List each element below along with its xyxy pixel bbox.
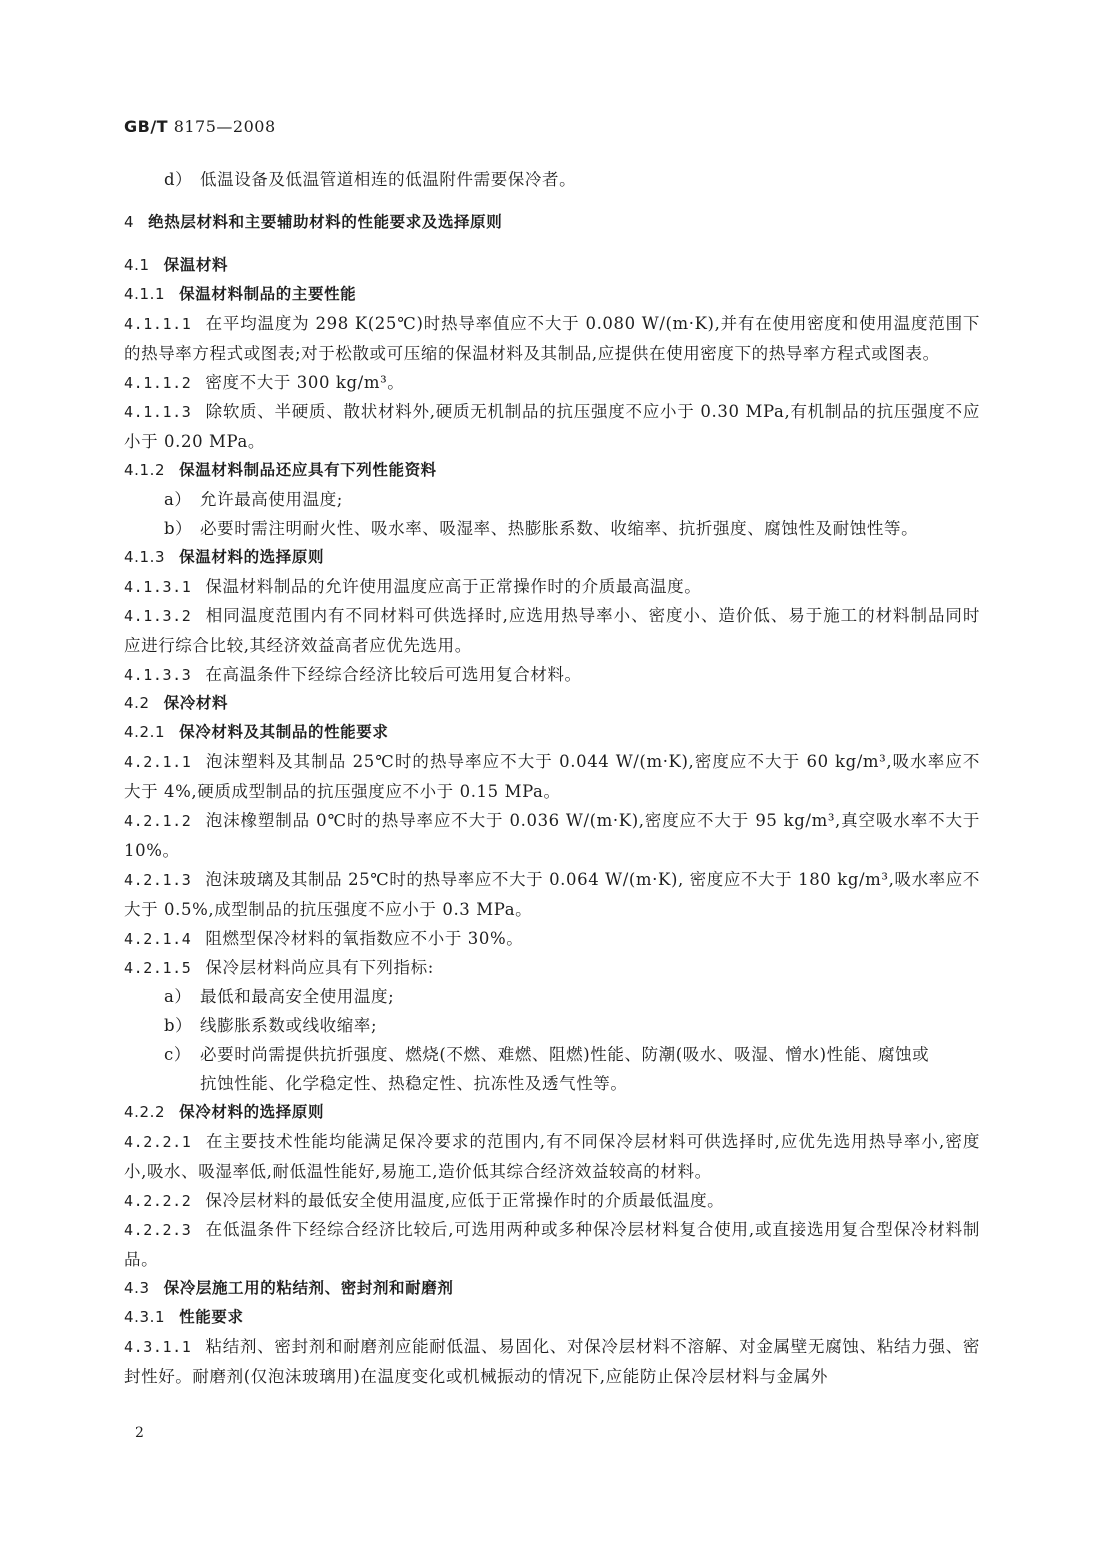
section-heading: 4.1.2 保温材料制品还应具有下列性能资料	[124, 461, 437, 479]
section-heading: 4.1 保温材料	[124, 256, 229, 274]
page-number: 2	[135, 1425, 144, 1441]
clause-paragraph: 4.3.1.1 粘结剂、密封剂和耐磨剂应能耐低温、易固化、对保冷层材料不溶解、对金属壁无腐蚀、粘结力强、密封性好。耐磨剂(仅泡沫玻璃用)在温度变化或机械振动的情况下,应能防止保冷层材料与金属外	[124, 1337, 980, 1386]
clause-paragraph: 4.1.1.3 除软质、半硬质、散状材料外,硬质无机制品的抗压强度不应小于 0.30 MPa,有机制品的抗压强度不应小于 0.20 MPa。	[124, 402, 980, 451]
clause-paragraph: 4.2.1.2 泡沫橡塑制品 0℃时的热导率应不大于 0.036 W/(m·K),密度应不大于 95 kg/m³,真空吸水率不大于 10%。	[124, 811, 980, 860]
list-item: a） 最低和最高安全使用温度;	[164, 987, 395, 1006]
section-heading: 4.1.1 保温材料制品的主要性能	[124, 285, 357, 303]
clause-paragraph: 4.2.1.1 泡沫塑料及其制品 25℃时的热导率应不大于 0.044 W/(m·K),密度应不大于 60 kg/m³,吸水率应不大于 4%,硬质成型制品的抗压强度应不小于 0.15 MPa。	[124, 752, 980, 801]
clause-paragraph: 4.1.3.2 相同温度范围内有不同材料可供选择时,应选用热导率小、密度小、造价低、易于施工的材料制品同时应进行综合比较,其经济效益高者应优先选用。	[124, 606, 980, 655]
clause-paragraph: 4.1.3.3 在高温条件下经综合经济比较后可选用复合材料。	[124, 665, 582, 684]
clause-paragraph: 4.2.2.2 保冷层材料的最低安全使用温度,应低于正常操作时的介质最低温度。	[124, 1191, 725, 1210]
section-heading: 4.1.3 保温材料的选择原则	[124, 548, 325, 566]
clause-paragraph: 4.2.1.4 阻燃型保冷材料的氧指数应不小于 30%。	[124, 929, 524, 948]
standard-code: 8175—2008	[173, 117, 276, 136]
page-header	[124, 117, 276, 136]
section-heading: 4.2.1 保冷材料及其制品的性能要求	[124, 723, 389, 741]
document-body	[124, 165, 980, 1391]
clause-paragraph: 4.1.1.2 密度不大于 300 kg/m³。	[124, 373, 405, 392]
clause-paragraph: 4.2.1.5 保冷层材料尚应具有下列指标:	[124, 958, 434, 977]
clause-paragraph: 4.1.3.1 保温材料制品的允许使用温度应高于正常操作时的介质最高温度。	[124, 577, 702, 596]
clause-paragraph: 4.2.2.3 在低温条件下经综合经济比较后,可选用两种或多种保冷层材料复合使用,或直接选用复合型保冷材料制品。	[124, 1220, 980, 1269]
standard-prefix: GB/T	[124, 117, 169, 136]
section-heading: 4.2.2 保冷材料的选择原则	[124, 1103, 325, 1121]
section-heading: 4.2 保冷材料	[124, 694, 229, 712]
list-item: b） 必要时需注明耐火性、吸水率、吸湿率、热膨胀系数、收缩率、抗折强度、腐蚀性及耐蚀性等。	[164, 519, 919, 538]
clause-paragraph: 4.1.1.1 在平均温度为 298 K(25℃)时热导率值应不大于 0.080 W/(m·K),并有在使用密度和使用温度范围下的热导率方程式或图表;对于松散或可压缩的保温材料及其制品,应提供在使用密度下的热导率方程式或图表。	[124, 314, 980, 363]
clause-paragraph: 4.2.1.3 泡沫玻璃及其制品 25℃时的热导率应不大于 0.064 W/(m·K), 密度应不大于 180 kg/m³,吸水率应不大于 0.5%,成型制品的抗压强度不应小于 0.3 MPa。	[124, 870, 980, 919]
clause-paragraph: 4.2.2.1 在主要技术性能均能满足保冷要求的范围内,有不同保冷层材料可供选择时,应优先选用热导率小,密度小,吸水、吸湿率低,耐低温性能好,易施工,造价低其综合经济效益较高的材料。	[124, 1132, 980, 1181]
list-item: c） 必要时尚需提供抗折强度、燃烧(不燃、难燃、阻燃)性能、防潮(吸水、吸湿、憎水)性能、腐蚀或	[164, 1045, 930, 1064]
list-item: a） 允许最高使用温度;	[164, 490, 343, 509]
list-item: d） 低温设备及低温管道相连的低温附件需要保冷者。	[164, 170, 577, 189]
section-heading: 4.3.1 性能要求	[124, 1308, 244, 1326]
section-heading: 4 绝热层材料和主要辅助材料的性能要求及选择原则	[124, 213, 503, 231]
list-item: b） 线膨胀系数或线收缩率;	[164, 1016, 378, 1035]
section-heading: 4.3 保冷层施工用的粘结剂、密封剂和耐磨剂	[124, 1279, 454, 1297]
list-item-continuation: 抗蚀性能、化学稳定性、热稳定性、抗冻性及透气性等。	[200, 1074, 628, 1093]
